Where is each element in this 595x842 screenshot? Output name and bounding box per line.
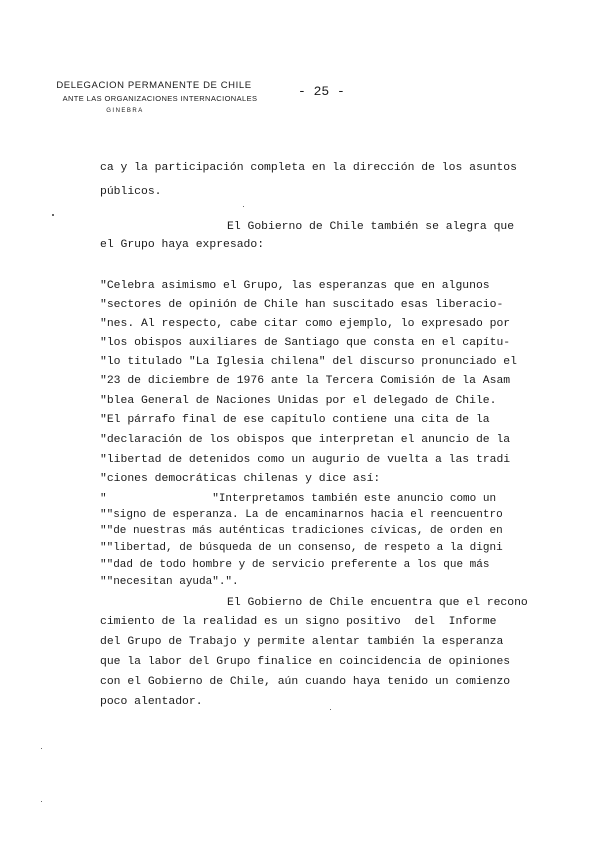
page-number: - 25 -: [298, 84, 345, 99]
inner-quote-line: ""dad de todo hombre y de servicio preferente a los que más: [100, 559, 490, 571]
quote-line: "El párrafo final de ese capítulo contiene una cita de la: [100, 414, 490, 426]
letterhead-delegation: DELEGACION PERMANENTE DE CHILE: [56, 80, 252, 91]
text-line: poco alentador.: [100, 696, 203, 708]
inner-quote-line: ""de nuestras más auténticas tradiciones cívicas, de orden en: [100, 525, 503, 537]
text-line: ca y la participación completa en la dirección de los asuntos: [100, 162, 517, 174]
text-line: El Gobierno de Chile también se alegra que: [227, 221, 515, 233]
quote-line: "los obispos auxiliares de Santiago que consta en el capítu-: [100, 337, 511, 349]
quote-line: "nes. Al respecto, cabe citar como ejemplo, lo expresado por: [100, 318, 511, 330]
quote-line: "sectores de opinión de Chile han suscitado esas liberacio-: [100, 299, 504, 311]
inner-quote-line: ""signo de esperanza. La de encaminarnos hacia el reencuentro: [100, 509, 503, 521]
letterhead: [30, 80, 290, 114]
text-line: cimiento de la realidad es un signo positivo del Informe: [100, 616, 497, 628]
inner-quote-line: " "Interpretamos también este anuncio como un: [100, 493, 497, 505]
inner-quote-line: ""necesitan ayuda".".: [100, 576, 239, 588]
margin-dot: [52, 214, 54, 216]
quote-line: "Celebra asimismo el Grupo, las esperanzas que en algunos: [100, 280, 490, 292]
quote-line: "libertad de detenidos como un augurio de vuelta a las tradi: [100, 454, 511, 466]
letterhead-organizations: ANTE LAS ORGANIZACIONES INTERNACIONALES: [62, 94, 258, 103]
letterhead-city: GINEBRA: [106, 108, 144, 114]
quote-line: "23 de diciembre de 1976 ante la Tercera Comisión de la Asam: [100, 375, 511, 387]
text-line: El Gobierno de Chile encuentra que el recono: [227, 597, 528, 609]
margin-dot: [41, 748, 42, 749]
text-line: con el Gobierno de Chile, aún cuando haya tenido un comienzo: [100, 676, 511, 688]
margin-dot: [243, 206, 244, 207]
text-line: el Grupo haya expresado:: [100, 239, 265, 251]
quote-line: "ciones democráticas chilenas y dice así:: [100, 473, 381, 485]
margin-dot: [330, 709, 331, 710]
quote-line: "declaración de los obispos que interpretan el anuncio de la: [100, 434, 511, 446]
text-line: públicos.: [100, 186, 162, 198]
text-line: que la labor del Grupo finalice en coincidencia de opiniones: [100, 656, 511, 668]
quote-line: "lo titulado "La Iglesia chilena" del discurso pronunciado el: [100, 356, 517, 368]
margin-dot: [41, 801, 42, 802]
quote-line: "blea General de Naciones Unidas por el delegado de Chile.: [100, 395, 497, 407]
text-line: del Grupo de Trabajo y permite alentar también la esperanza: [100, 636, 504, 648]
inner-quote-line: ""libertad, de búsqueda de un consenso, de respeto a la digni: [100, 542, 503, 554]
